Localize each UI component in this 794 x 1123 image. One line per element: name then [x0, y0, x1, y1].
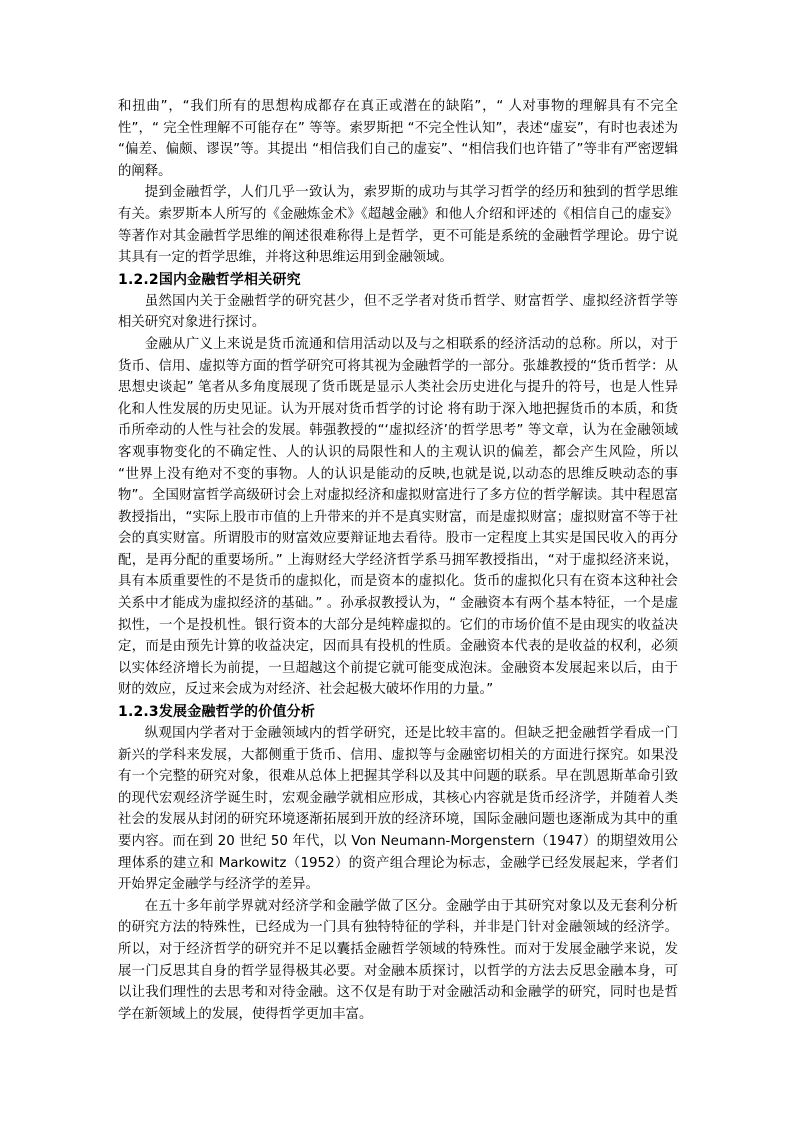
document-page — [118, 96, 678, 1025]
paragraph-soros-philosophy: 提到金融哲学，人们几乎一致认为，索罗斯的成功与其学习哲学的经历和独到的哲学思维有关。索罗斯本人所写的《金融炼金术》《超越金融》和他人介绍和评述的《相信自己的虚妄》等著作对其金融哲学思维的阐述很难称得上是哲学，更不可能是系统的金融哲学理论。毋宁说其具有一定的哲学思维，并将这种思维运用到金融领域。 — [118, 185, 678, 266]
section-heading-1-2-3: 1.2.3发展金融哲学的价值分析 — [118, 704, 316, 721]
paragraph-continuation: 和扭曲”，“我们所有的思想构成都存在真正或潜在的缺陷”，“ 人对事物的理解具有不完全性”，“ 完全性理解不可能存在” 等等。索罗斯把 “不完全性认知”，表述“虚妄”，有时也表述为 “偏差、偏颇、谬误”等。其提出 “相信我们自己的虚妄”、“相信我们也许错了”等非有严密逻辑的阐释。 — [118, 99, 678, 179]
section-heading-1-2-2: 1.2.2国内金融哲学相关研究 — [118, 271, 301, 288]
paragraph-domestic-intro: 虽然国内关于金融哲学的研究甚少，但不乏学者对货币哲学、财富哲学、虚拟经济哲学等相关研究对象进行探讨。 — [118, 293, 678, 331]
paragraph-domestic-research: 金融从广义上来说是货币流通和信用活动以及与之相联系的经济活动的总称。所以，对于货币、信用、虚拟等方面的哲学研究可将其视为金融哲学的一部分。张雄教授的“货币哲学：从思想史谈起” 笔者从多角度展现了货币既是显示人类社会历史进化与提升的符号，也是人性异化和人性发展的历史见证。认为开展对货币哲学的讨论 将有助于深入地把握货币的本质，和货币所牵动的人性与社会的发展。韩强教授的“‘虚拟经济’的哲学思考” 等文章，认为在金融领域客观事物变化的不确定性、人的认识的局限性和人的主观认识的偏差，都会产生风险，所以 “世界上没有绝对不变的事物。人的认识是能动的反映,也就是说,以动态的思维反映动态的事物”。全国财富哲学高级研讨会上对虚拟经济和虚拟财富进行了多方位的哲学解读。其中程恩富教授指出，“实际上股市市值的上升带来的并不是真实财富，而是虚拟财富；虚拟财富不等于社会的真实财富。所谓股市的财富效应要辩证地去看待。股市一定程度上其实是国民收入的再分配，是再分配的重要场所。” 上海财经大学经济哲学系马拥军教授指出，“对于虚拟经济来说，具有本质重要性的不是货币的虚拟化，而是资本的虚拟化。货币的虚拟化只有在资本这种社会关系中才能成为虚拟经济的基础。” 。孙承叔教授认为，“ 金融资本有两个基本特征，一个是虚拟性，一个是投机性。银行资本的大部分是纯粹虚拟的。它们的市场价值不是由现实的收益决定，而是由预先计算的收益决定，因而具有投机的性质。金融资本代表的是收益的权利，必须以实体经济增长为前提，一旦超越这个前提它就可能变成泡沫。金融资本发展起来以后，由于财的效应，反过来会成为对经济、社会起极大破坏作用的力量。” — [118, 336, 678, 698]
paragraph-finance-vs-economics: 在五十多年前学界就对经济学和金融学做了区分。金融学由于其研究对象以及无套利分析的研究方法的特殊性，已经成为一门具有独特特征的学科，并非是门针对金融领域的经济学。所以，对于经济哲学的研究并不足以囊括金融哲学领域的特殊性。而对于发展金融学来说，发展一门反思其自身的哲学显得极其必要。对金融本质探讨，以哲学的方法去反思金融本身，可以让我们理性的去思考和对待金融。这不仅是有助于对金融活动和金融学的研究，同时也是哲学在新领域上的发展，使得哲学更加丰富。 — [118, 898, 678, 1022]
paragraph-value-analysis: 纵观国内学者对于金融领域内的哲学研究，还是比较丰富的。但缺乏把金融哲学看成一门新兴的学科来发展，大都侧重于货币、信用、虚拟等与金融密切相关的方面进行探究。如果没有一个完整的研究对象，很难从总体上把握其学科以及其中问题的联系。早在凯恩斯革命引致的现代宏观经济学诞生时，宏观金融学就相应形成，其核心内容就是货币经济学，并随着人类社会的发展从封闭的研究环境逐渐拓展到开放的经济环境，国际金融问题也逐渐成为其中的重要内容。而在到 20 世纪 50 年代，以 Von Neumann-Morgenstern（1947）的期望效用公理体系的建立和 Markowitz（1952）的资产组合理论为标志，金融学已经发展起来，学者们开始界定金融学与经济学的差异。 — [118, 726, 678, 893]
